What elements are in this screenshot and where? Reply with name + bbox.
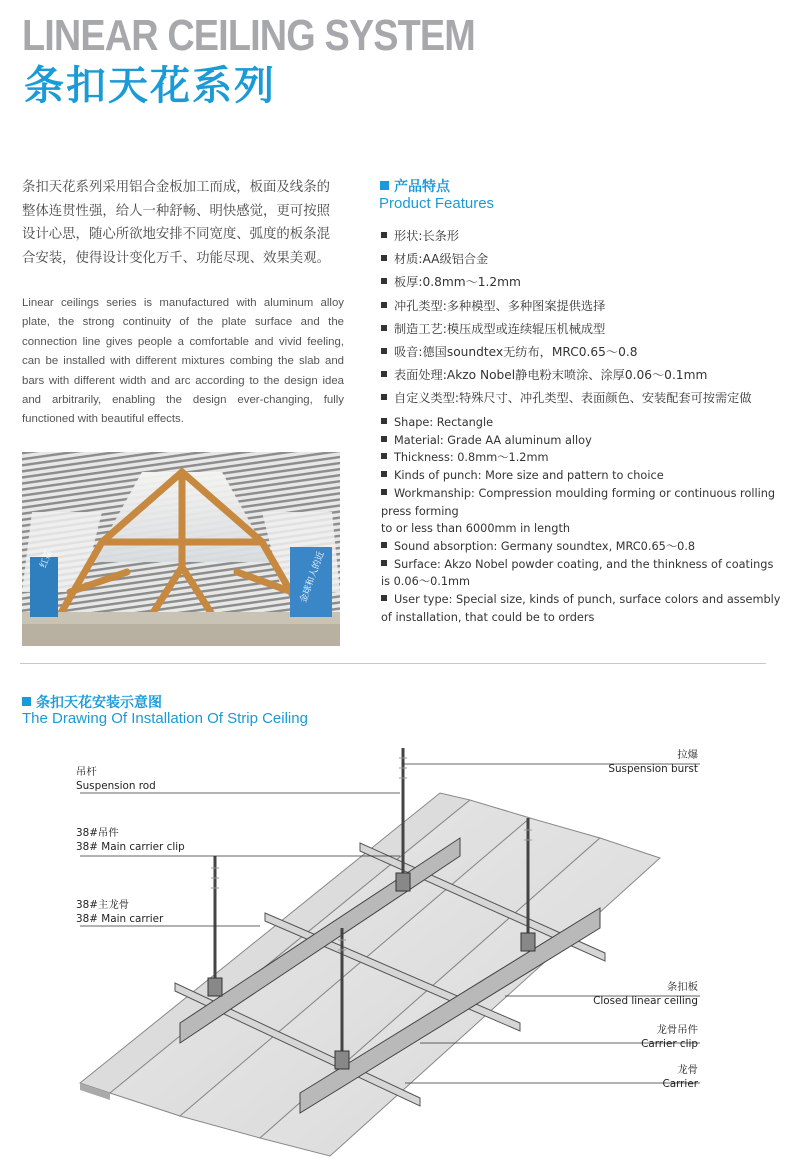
drawing-heading-cn-text: 条扣天花安装示意图 xyxy=(36,695,162,711)
bullet-icon xyxy=(381,232,387,238)
page-title-en: LINEAR CEILING SYSTEM xyxy=(22,11,475,60)
list-item xyxy=(381,341,791,364)
list-item xyxy=(381,485,781,520)
label-suspension-burst-en: Suspension burst xyxy=(608,763,698,775)
list-item xyxy=(381,556,781,591)
list-item-text: 制造工艺:模压成型或连续辊压机械成型 xyxy=(394,321,606,336)
list-item xyxy=(381,520,781,538)
features-list-cn xyxy=(381,225,791,411)
square-bullet-icon xyxy=(22,697,31,706)
label-closed-linear-ceiling-en: Closed linear ceiling xyxy=(593,995,698,1007)
list-item-text: 自定义类型:特殊尺寸、冲孔类型、表面颜色、安装配套可按需定做 xyxy=(394,391,752,406)
list-item xyxy=(381,318,791,341)
list-item-text: 形状:长条形 xyxy=(394,229,460,243)
intro-text-en: Linear ceilings series is manufactured with aluminum alloy plate, the strong continuity of the plate surface and the connection line gives people a comfortable and vivid feeling, can be installed with different mixtures combing the slab and bars with different width and arc according to the design idea and arbitrarily, enabling the design ever-changing, fully functioned with beautiful effects. xyxy=(22,297,344,426)
bullet-icon xyxy=(381,302,387,308)
bullet-icon xyxy=(381,371,387,377)
bullet-icon xyxy=(381,348,387,354)
list-item-text: 吸音:德国soundtex无纺布，MRC0.65～0.8 xyxy=(394,345,638,360)
list-item xyxy=(381,225,791,248)
bullet-icon xyxy=(381,278,387,284)
section-divider xyxy=(20,663,766,664)
list-item xyxy=(381,414,781,432)
label-suspension-burst xyxy=(580,748,698,776)
label-carrier-clip-cn: 龙骨吊件 xyxy=(656,1024,698,1036)
features-heading-cn xyxy=(380,176,450,196)
bullet-icon xyxy=(381,436,387,442)
label-suspension-rod-en: Suspension rod xyxy=(76,780,156,792)
list-item-text: Kinds of punch: More size and pattern to choice xyxy=(394,469,664,483)
list-item xyxy=(381,364,791,387)
list-item xyxy=(381,591,781,626)
list-item xyxy=(381,295,791,318)
bullet-icon xyxy=(381,471,387,477)
label-closed-linear-ceiling xyxy=(560,980,698,1008)
list-item xyxy=(381,432,781,450)
list-item-text: Material: Grade AA aluminum alloy xyxy=(394,433,592,447)
list-item-text: Sound absorption: Germany soundtex, MRC0.65～0.8 xyxy=(394,539,696,553)
ceiling-photo-illustration xyxy=(22,452,340,646)
list-item-text: 板厚:0.8mm～1.2mm xyxy=(394,275,521,290)
bullet-icon xyxy=(381,595,387,601)
photo-sign-right: 金球和人的近 xyxy=(298,550,327,605)
list-item-text: Workmanship: Compression moulding forming or continuous rolling press forming xyxy=(381,486,776,518)
intro-text-cn: 条扣天花系列采用铝合金板加工而成，板面及线条的整体连贯性强，给人一种舒畅、明快感觉，更可按照设计心思，随心所欲地安排不同宽度、弧度的板条混合安装，使得设计变化万千、功能尽现、效果美观。 xyxy=(22,180,330,266)
bullet-icon xyxy=(381,453,387,459)
list-item-text: Thickness: 0.8mm～1.2mm xyxy=(394,451,549,465)
bullet-icon xyxy=(381,325,387,331)
list-item-text: 表面处理:Akzo Nobel静电粉末喷涂、涂厚0.06～0.1mm xyxy=(394,368,708,383)
bullet-icon xyxy=(381,560,387,566)
label-closed-linear-ceiling-cn: 条扣板 xyxy=(666,981,698,993)
list-item xyxy=(381,271,791,294)
label-main-carrier-clip-en: 38# Main carrier clip xyxy=(76,841,185,853)
label-carrier-clip xyxy=(580,1023,698,1051)
list-item-text: to or less than 6000mm in length xyxy=(381,522,571,536)
bullet-icon xyxy=(381,418,387,424)
drawing-heading-en: The Drawing Of Installation Of Strip Ceiling xyxy=(22,710,308,727)
label-suspension-burst-cn: 拉爆 xyxy=(677,749,698,761)
label-suspension-rod xyxy=(76,765,156,793)
label-carrier xyxy=(580,1063,698,1091)
list-item xyxy=(381,538,781,556)
page-title-cn: 条扣天花系列 xyxy=(24,63,276,109)
bullet-icon xyxy=(381,542,387,548)
label-carrier-clip-en: Carrier clip xyxy=(641,1038,698,1050)
bullet-icon xyxy=(381,255,387,261)
features-list-en xyxy=(381,414,781,626)
label-main-carrier-clip-cn: 38#吊件 xyxy=(76,827,119,839)
square-bullet-icon xyxy=(380,181,389,190)
list-item xyxy=(381,248,791,271)
list-item-text: User type: Special size, kinds of punch, surface colors and assembly of installation, that could be to orders xyxy=(381,593,781,624)
label-main-carrier xyxy=(76,898,163,926)
photo-sign-left: 红荔 xyxy=(38,549,55,570)
list-item xyxy=(381,449,781,467)
bullet-icon xyxy=(381,489,387,495)
list-item-text: 材质:AA级铝合金 xyxy=(394,252,489,267)
label-carrier-en: Carrier xyxy=(662,1078,698,1090)
label-main-carrier-clip xyxy=(76,826,185,854)
list-item xyxy=(381,467,781,485)
label-main-carrier-cn: 38#主龙骨 xyxy=(76,899,130,911)
drawing-heading-cn xyxy=(22,692,162,712)
list-item-text: 冲孔类型:多种模型、多种图案提供选择 xyxy=(394,298,606,313)
list-item-text: Shape: Rectangle xyxy=(394,416,494,429)
label-main-carrier-en: 38# Main carrier xyxy=(76,913,164,925)
features-heading-en: Product Features xyxy=(379,195,495,212)
bullet-icon xyxy=(381,394,387,400)
features-heading-cn-text: 产品特点 xyxy=(394,179,450,195)
list-item-text: Surface: Akzo Nobel powder coating, and the thinkness of coatings is 0.06～0.1mm xyxy=(381,557,774,589)
label-carrier-cn: 龙骨 xyxy=(677,1064,698,1076)
list-item xyxy=(381,387,791,410)
installation-diagram xyxy=(60,738,760,1158)
ceiling-photo xyxy=(22,452,340,646)
label-suspension-rod-cn: 吊杆 xyxy=(76,766,97,778)
